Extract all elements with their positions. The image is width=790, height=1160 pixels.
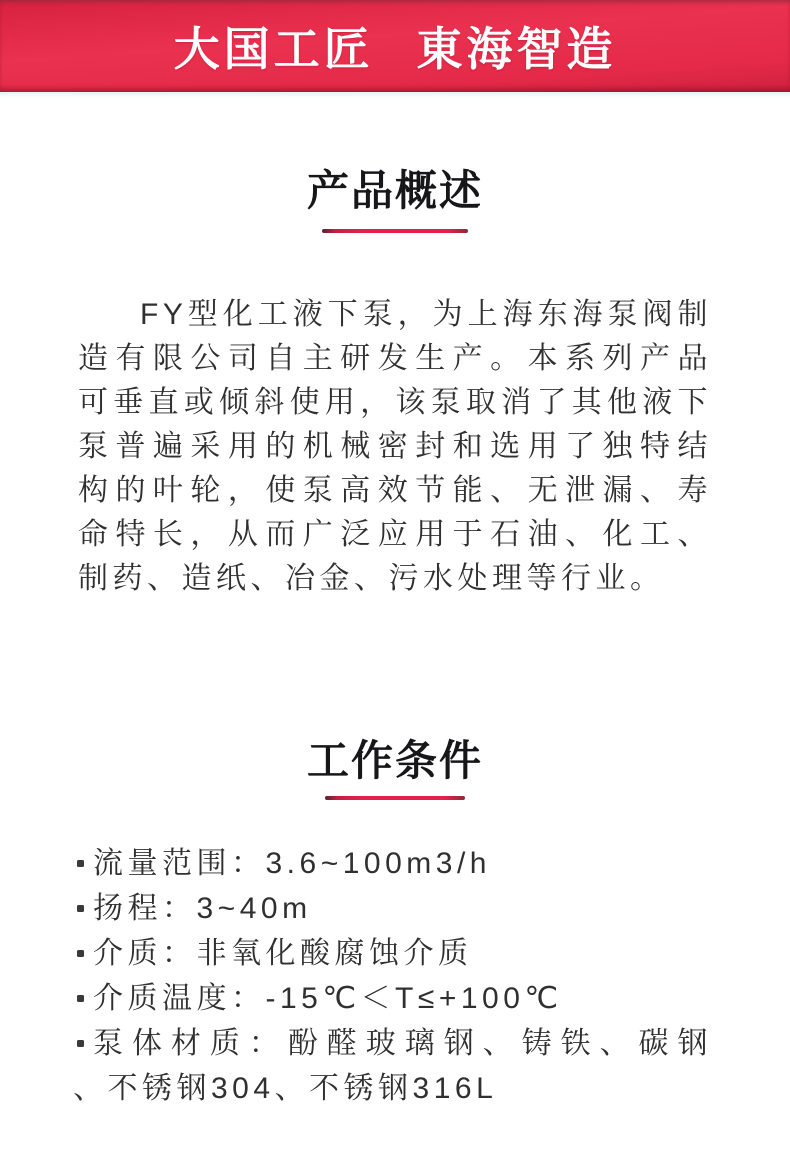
list-item-text: 流量范围：3.6~100m3/h bbox=[93, 847, 491, 880]
list-item-continuation: 、不锈钢304、不锈钢316L bbox=[73, 1072, 498, 1105]
overview-line: 可垂直或倾斜使用，该泵取消了其他液下 bbox=[78, 386, 712, 419]
overview-line: 制药、造纸、冶金、污水处理等行业。 bbox=[78, 562, 665, 595]
overview-section-title: 产品概述 bbox=[306, 167, 483, 214]
overview-paragraph bbox=[78, 293, 712, 601]
conditions-title-underline bbox=[325, 796, 465, 800]
bullet-icon bbox=[77, 905, 84, 912]
bullet-icon bbox=[77, 860, 84, 867]
list-item-text: 介质温度：-15℃＜T≤+100℃ bbox=[93, 982, 563, 1015]
overview-title-underline bbox=[322, 229, 468, 233]
list-item-text: 介质：非氧化酸腐蚀介质 bbox=[93, 937, 473, 970]
bullet-icon bbox=[77, 950, 84, 957]
list-item bbox=[72, 976, 712, 1021]
list-item bbox=[72, 886, 712, 931]
list-item bbox=[72, 841, 712, 886]
conditions-list bbox=[72, 841, 712, 1111]
list-item bbox=[72, 931, 712, 976]
bullet-icon bbox=[77, 995, 84, 1002]
top-banner bbox=[0, 0, 790, 92]
bullet-icon bbox=[77, 1040, 84, 1047]
banner-bottom-glow bbox=[0, 92, 790, 99]
list-item bbox=[72, 1021, 712, 1066]
overview-line: 构的叶轮，使泵高效节能、无泄漏、寿 bbox=[78, 474, 712, 507]
banner-title: 大国工匠 東海智造 bbox=[173, 23, 617, 75]
list-item-text: 泵体材质：酚醛玻璃钢、铸铁、碳钢 bbox=[93, 1027, 712, 1060]
working-conditions-section bbox=[0, 738, 790, 1111]
product-overview-section bbox=[0, 168, 790, 601]
list-item-text: 扬程：3~40m bbox=[93, 892, 312, 925]
overview-line: FY型化工液下泵，为上海东海泵阀制 bbox=[140, 298, 712, 331]
conditions-section-title: 工作条件 bbox=[306, 737, 483, 784]
overview-line: 命特长，从而广泛应用于石油、化工、 bbox=[78, 518, 712, 551]
overview-line: 造有限公司自主研发生产。本系列产品 bbox=[78, 342, 712, 375]
overview-line: 泵普遍采用的机械密封和选用了独特结 bbox=[78, 430, 712, 463]
